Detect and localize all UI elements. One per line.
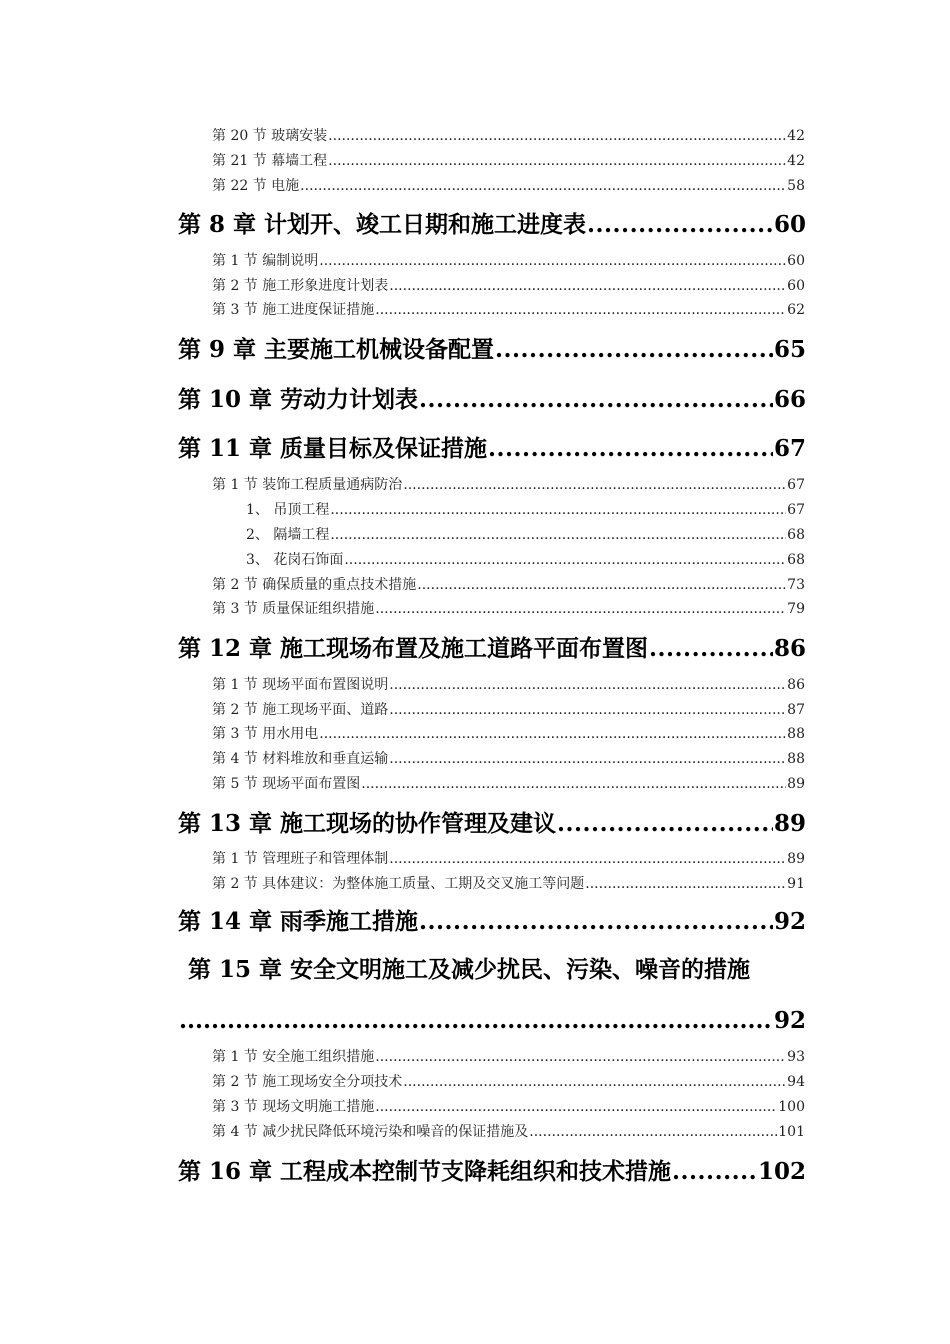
toc-entry-label: 第 1 节 现场平面布置图说明 (212, 677, 389, 693)
toc-page-number: 91 (787, 876, 805, 892)
toc-page-number: 94 (787, 1074, 805, 1090)
toc-section-entry[interactable] (212, 153, 805, 169)
toc-entry-label: 第 12 章 施工现场布置及施工道路平面布置图 (178, 635, 649, 662)
toc-page-number: 67 (787, 502, 805, 518)
dot-leader (389, 851, 786, 867)
dot-leader (328, 128, 786, 144)
dot-leader (488, 435, 773, 463)
toc-entry-label: 第 3 节 用水用电 (212, 726, 319, 742)
toc-page-number: 87 (787, 702, 805, 718)
toc-entry-label: 1、 吊顶工程 (246, 502, 330, 518)
toc-section-entry[interactable] (212, 702, 805, 718)
toc-page-number: 68 (787, 552, 805, 568)
dot-leader (389, 677, 786, 693)
toc-chapter-entry[interactable] (178, 386, 806, 414)
toc-page-number: 102 (757, 1158, 806, 1185)
toc-entry-label: 第 4 节 减少扰民降低环境污染和噪音的保证措施及 (212, 1124, 529, 1140)
dot-leader (300, 178, 786, 194)
toc-chapter-entry[interactable] (178, 211, 806, 239)
toc-page-number: 58 (787, 178, 805, 194)
toc-section-entry[interactable] (212, 302, 805, 318)
toc-section-entry[interactable] (212, 726, 805, 742)
toc-chapter-leader-row[interactable] (178, 1007, 806, 1035)
dot-leader (330, 527, 786, 543)
toc-page-number: 101 (778, 1124, 805, 1140)
toc-entry-label: 第 3 节 质量保证组织措施 (212, 601, 375, 617)
toc-entry-label: 第 13 章 施工现场的协作管理及建议 (178, 810, 557, 837)
dot-leader (328, 153, 786, 169)
toc-page-number: 92 (773, 1007, 806, 1034)
toc-entry-label: 第 10 章 劳动力计划表 (178, 386, 419, 413)
toc-section-entry[interactable] (212, 128, 805, 144)
toc-page-number: 86 (787, 677, 805, 693)
toc-page-number: 73 (787, 577, 805, 593)
toc-page-number: 88 (787, 726, 805, 742)
toc-subitem-entry[interactable] (246, 502, 805, 518)
dot-leader (319, 253, 786, 269)
toc-chapter-entry[interactable] (178, 635, 806, 663)
toc-page-number: 42 (787, 153, 805, 169)
dot-leader (585, 876, 786, 892)
toc-page-number: 66 (773, 386, 806, 413)
toc-page-number: 89 (787, 851, 805, 867)
toc-section-entry[interactable] (212, 253, 805, 269)
dot-leader (361, 776, 786, 792)
toc-chapter-entry[interactable] (178, 336, 806, 364)
dot-leader (330, 502, 786, 518)
toc-page-number: 60 (787, 278, 805, 294)
toc-section-entry[interactable] (212, 876, 805, 892)
dot-leader (403, 1074, 786, 1090)
toc-entry-label: 第 4 节 材料堆放和垂直运输 (212, 751, 389, 767)
dot-leader (375, 1099, 777, 1115)
toc-entry-label: 第 16 章 工程成本控制节支降耗组织和技术措施 (178, 1158, 672, 1185)
toc-section-entry[interactable] (212, 577, 805, 593)
toc-chapter-entry[interactable] (178, 810, 806, 838)
dot-leader (389, 702, 786, 718)
toc-section-entry[interactable] (212, 751, 805, 767)
toc-page-number: 62 (787, 302, 805, 318)
toc-entry-label: 第 1 节 编制说明 (212, 253, 319, 269)
toc-entry-label: 第 9 章 主要施工机械设备配置 (178, 336, 495, 363)
toc-entry-label: 第 2 节 确保质量的重点技术措施 (212, 577, 417, 593)
toc-entry-label: 第 20 节 玻璃安装 (212, 128, 328, 144)
dot-leader (419, 386, 773, 414)
dot-leader (179, 1007, 773, 1035)
toc-chapter-entry[interactable] (178, 435, 806, 463)
toc-entry-label: 第 1 节 装饰工程质量通病防治 (212, 477, 403, 493)
dot-leader (389, 278, 786, 294)
toc-page-number: 89 (773, 810, 806, 837)
dot-leader (389, 751, 786, 767)
dot-leader (529, 1124, 777, 1140)
toc-entry-label: 第 5 节 现场平面布置图 (212, 776, 361, 792)
toc-page-number: 67 (787, 477, 805, 493)
toc-page-number: 60 (773, 211, 806, 238)
toc-section-entry[interactable] (212, 1074, 805, 1090)
dot-leader (672, 1158, 757, 1186)
toc-section-entry[interactable] (212, 178, 805, 194)
toc-page-number: 79 (787, 601, 805, 617)
toc-entry-label: 第 2 节 施工现场平面、道路 (212, 702, 389, 718)
toc-entry-label: 第 11 章 质量目标及保证措施 (178, 435, 488, 462)
toc-entry-label: 第 1 节 管理班子和管理体制 (212, 851, 389, 867)
toc-section-entry[interactable] (212, 278, 805, 294)
toc-section-entry[interactable] (212, 851, 805, 867)
toc-entry-label: 第 14 章 雨季施工措施 (178, 908, 419, 935)
toc-section-entry[interactable] (212, 776, 805, 792)
toc-entry-label: 第 2 节 施工现场安全分项技术 (212, 1074, 403, 1090)
toc-entry-label: 第 22 节 电施 (212, 178, 300, 194)
toc-entry-label: 第 2 节 具体建议：为整体施工质量、工期及交叉施工等问题 (212, 876, 585, 892)
dot-leader (649, 635, 773, 663)
dot-leader (319, 726, 786, 742)
toc-page-number: 100 (778, 1099, 805, 1115)
toc-chapter-entry[interactable] (178, 908, 806, 936)
toc-section-entry[interactable] (212, 1049, 805, 1065)
toc-entry-label: 第 3 节 现场文明施工措施 (212, 1099, 375, 1115)
toc-section-entry[interactable] (212, 1124, 805, 1140)
toc-page-number: 89 (787, 776, 805, 792)
dot-leader (375, 1049, 786, 1065)
toc-page-number: 68 (787, 527, 805, 543)
toc-entry-label: 第 2 节 施工形象进度计划表 (212, 278, 389, 294)
toc-page-number: 67 (773, 435, 806, 462)
toc-page-number: 92 (773, 908, 806, 935)
toc-page-number: 42 (787, 128, 805, 144)
toc-subitem-entry[interactable] (246, 552, 805, 568)
toc-entry-label: 第 3 节 施工进度保证措施 (212, 302, 375, 318)
dot-leader (419, 908, 773, 936)
toc-entry-label: 第 1 节 安全施工组织措施 (212, 1049, 375, 1065)
dot-leader (344, 552, 786, 568)
dot-leader (403, 477, 786, 493)
toc-entry-label: 3、 花岗石饰面 (246, 552, 344, 568)
dot-leader (495, 336, 773, 364)
toc-section-entry[interactable] (212, 1099, 805, 1115)
toc-section-entry[interactable] (212, 477, 805, 493)
toc-page-number: 93 (787, 1049, 805, 1065)
toc-page-number: 60 (787, 253, 805, 269)
toc-page-number: 65 (773, 336, 806, 363)
toc-subitem-entry[interactable] (246, 527, 805, 543)
toc-section-entry[interactable] (212, 601, 805, 617)
toc-entry-label: 第 21 节 幕墙工程 (212, 153, 328, 169)
toc-chapter-entry[interactable] (178, 1158, 806, 1186)
dot-leader (557, 810, 773, 838)
toc-entry-label: 2、 隔墙工程 (246, 527, 330, 543)
toc-entry-label: 第 8 章 计划开、竣工日期和施工进度表 (178, 211, 587, 238)
toc-section-entry[interactable] (212, 677, 805, 693)
dot-leader (587, 211, 773, 239)
toc-chapter-title[interactable]: 第 15 章 安全文明施工及减少扰民、污染、噪音的措施 (188, 956, 751, 983)
toc-page-number: 88 (787, 751, 805, 767)
dot-leader (375, 601, 786, 617)
dot-leader (417, 577, 786, 593)
toc-page-number: 86 (773, 635, 806, 662)
dot-leader (375, 302, 786, 318)
